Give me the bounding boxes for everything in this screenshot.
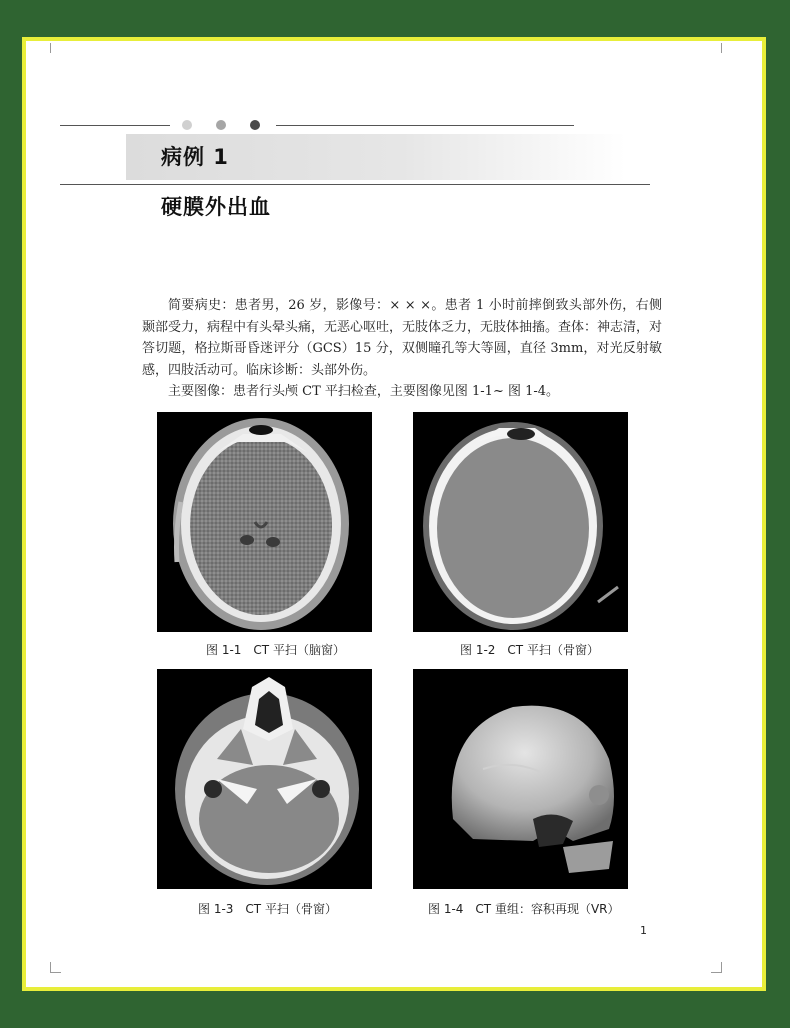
crop-mark (711, 43, 722, 53)
figure-1-2-caption: 图 1-2 CT 平扫（骨窗） (460, 643, 599, 657)
header-dot (216, 120, 226, 130)
case-body (142, 295, 662, 403)
page-frame (22, 37, 766, 991)
crop-mark (50, 962, 61, 973)
figure-1-3-image (157, 669, 372, 889)
disease-title: 硬膜外出血 (161, 195, 271, 219)
title-rule (60, 184, 650, 185)
figure-1-4-caption: 图 1-4 CT 重组：容积再现（VR） (428, 902, 620, 916)
header-rule-left (60, 125, 170, 126)
header-dot (250, 120, 260, 130)
figure-1-3-caption: 图 1-3 CT 平扫（骨窗） (198, 902, 337, 916)
crop-mark (711, 962, 722, 973)
page-number: 1 (640, 924, 647, 937)
header-dot (182, 120, 192, 130)
figure-1-2-image (413, 412, 628, 632)
figure-1-1-caption: 图 1-1 CT 平扫（脑窗） (206, 643, 345, 657)
clinical-history: 简要病史：患者男，26 岁，影像号：× × ×。患者 1 小时前摔倒致头部外伤，右侧颞部受力，病程中有头晕头痛，无恶心呕吐，无肢体乏力，无肢体抽搐。查体：神志清，对答切题，格拉斯哥昏迷评分（GCS）15 分，双侧瞳孔等大等圆，直径 3mm，对光反射敏感，四肢活动可。临床诊断：头部外伤。 (142, 298, 663, 378)
case-title: 病例 1 (161, 145, 229, 169)
main-images-text: 主要图像：患者行头颅 CT 平扫检查，主要图像见图 1-1~ 图 1-4。 (168, 384, 560, 399)
figure-1-1-image (157, 412, 372, 632)
header-rule-right (276, 125, 574, 126)
crop-mark (50, 43, 61, 53)
figure-1-4-image (413, 669, 628, 889)
